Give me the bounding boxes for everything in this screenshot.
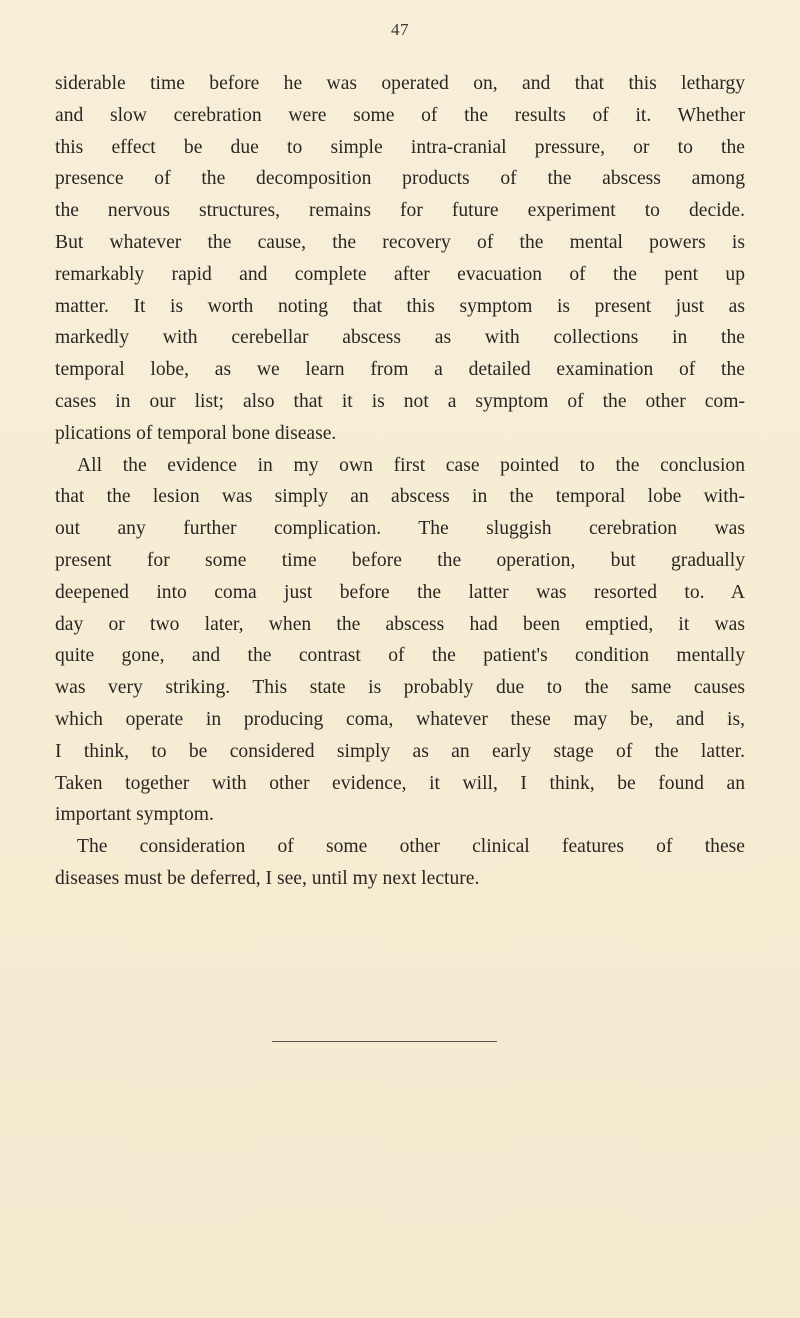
text-line: which operate in producing coma, whatever these may be, and is, <box>55 708 745 730</box>
text-line: plications of temporal bone disease. <box>55 422 337 444</box>
text-line: siderable time before he was operated on, and that this lethargy <box>55 73 745 94</box>
text-line: diseases must be deferred, I see, until my next lecture. <box>55 867 480 889</box>
text-line: presence of the decomposition products of the abscess among <box>55 168 745 190</box>
text-line: was very striking. This state is probably due to the same causes <box>55 677 745 699</box>
text-line: deepened into coma just before the latter was resorted to. A <box>55 581 745 603</box>
text-line: temporal lobe, as we learn from a detailed examination of the <box>55 359 745 381</box>
text-line: The consideration of some other clinical features of these <box>77 836 745 858</box>
text-line: the nervous structures, remains for future experiment to decide. <box>55 200 745 222</box>
text-line: I think, to be considered simply as an early stage of the latter. <box>55 740 745 762</box>
text-line: out any further complication. The sluggish cerebration was <box>55 518 745 540</box>
text-line: that the lesion was simply an abscess in the temporal lobe with- <box>55 486 745 508</box>
text-line: remarkably rapid and complete after evacuation of the pent up <box>55 263 745 285</box>
text-line: and slow cerebration were some of the results of it. Whether <box>55 104 745 126</box>
paragraph-1 <box>55 68 745 450</box>
text-line: present for some time before the operation, but gradually <box>55 549 745 571</box>
text-line: But whatever the cause, the recovery of the mental powers is <box>55 231 745 253</box>
text-line: cases in our list; also that it is not a symptom of the other com- <box>55 390 745 412</box>
text-line: All the evidence in my own first case pointed to the conclusion <box>77 454 745 476</box>
body-text <box>55 68 745 895</box>
text-line: this effect be due to simple intra-cranial pressure, or to the <box>55 136 745 158</box>
paragraph-3 <box>55 831 745 895</box>
text-line: Taken together with other evidence, it will, I think, be found an <box>55 772 745 794</box>
paragraph-2 <box>55 450 745 832</box>
text-line: markedly with cerebellar abscess as with collections in the <box>55 327 745 349</box>
text-line: quite gone, and the contrast of the patient's condition mentally <box>55 645 745 667</box>
end-rule-divider <box>272 1041 497 1042</box>
text-line: day or two later, when the abscess had been emptied, it was <box>55 613 745 635</box>
page-number: 47 <box>391 20 409 39</box>
text-line: important symptom. <box>55 804 214 826</box>
text-line: matter. It is worth noting that this symptom is present just as <box>55 295 745 317</box>
